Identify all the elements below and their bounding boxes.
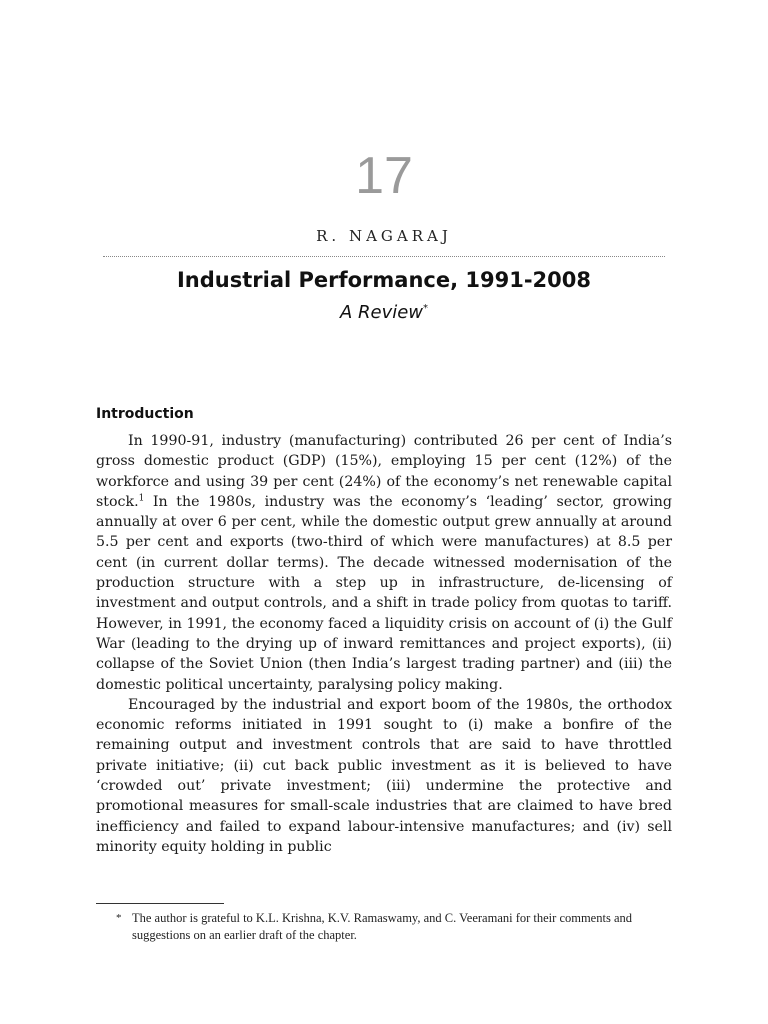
subtitle-footnote-marker[interactable]: * xyxy=(423,303,429,314)
footnote xyxy=(96,910,672,944)
footnote-marker: * xyxy=(116,912,122,924)
footnote-reference-1[interactable]: 1 xyxy=(138,493,145,504)
chapter-subtitle xyxy=(0,302,768,323)
subtitle-text: A Review xyxy=(339,302,424,323)
paragraph-1-part-b: In the 1980s, industry was the economy’s ‘leading’ sector, growing annually at over 6 per cent, while the domestic output grew annually at around 5.5 per cent and exports (two-third of which were manufactures) at 8.5 per cent (in current dollar terms). The decade witnessed modernisation of the production structure with a step up in infrastructure, de-licensing of investment and output controls, and a shift in trade policy from quotas to tariff. However, in 1991, the economy faced a liquidity crisis on account of (i) the Gulf War (leading to the drying up of inward remittances and project exports), (ii) collapse of the Soviet Union (then India’s largest trading partner) and (iii) the domestic political uncertainty, paralysing policy making. xyxy=(96,493,672,693)
chapter-number: 17 xyxy=(355,147,413,205)
paragraph-1-part-a: In 1990-91, industry (manufacturing) contributed 26 per cent of India’s gross domestic product (GDP) (15%), employing 15 per cent (12%) of the workforce and using 39 per cent (24%) of the economy’s net renewable capital stock. xyxy=(96,433,672,510)
section-heading: Introduction xyxy=(96,406,194,422)
paragraph-1 xyxy=(96,431,672,695)
footnote-text: The author is grateful to K.L. Krishna, K.V. Ramaswamy, and C. Veeramani for their comments and suggestions on an earlier draft of the chapter. xyxy=(132,911,632,942)
paragraph-2: Encouraged by the industrial and export boom of the 1980s, the orthodox economic reforms initiated in 1991 sought to (i) make a bonfire of the remaining output and investment controls that are said to have throttled private initiative; (ii) cut back public investment as it is believed to have ‘crowded out’ private investment; (iii) undermine the protective and promotional measures for small-scale industries that are claimed to have bred inefficiency and failed to expand labour-intensive manufactures; and (iv) sell minority equity holding in public xyxy=(96,696,672,855)
chapter-title: Industrial Performance, 1991-2008 xyxy=(176,268,592,292)
chapter-author: R. NAGARAJ xyxy=(316,227,452,245)
footnote-rule xyxy=(96,903,224,904)
body-text xyxy=(96,431,672,857)
dotted-divider xyxy=(103,256,665,257)
